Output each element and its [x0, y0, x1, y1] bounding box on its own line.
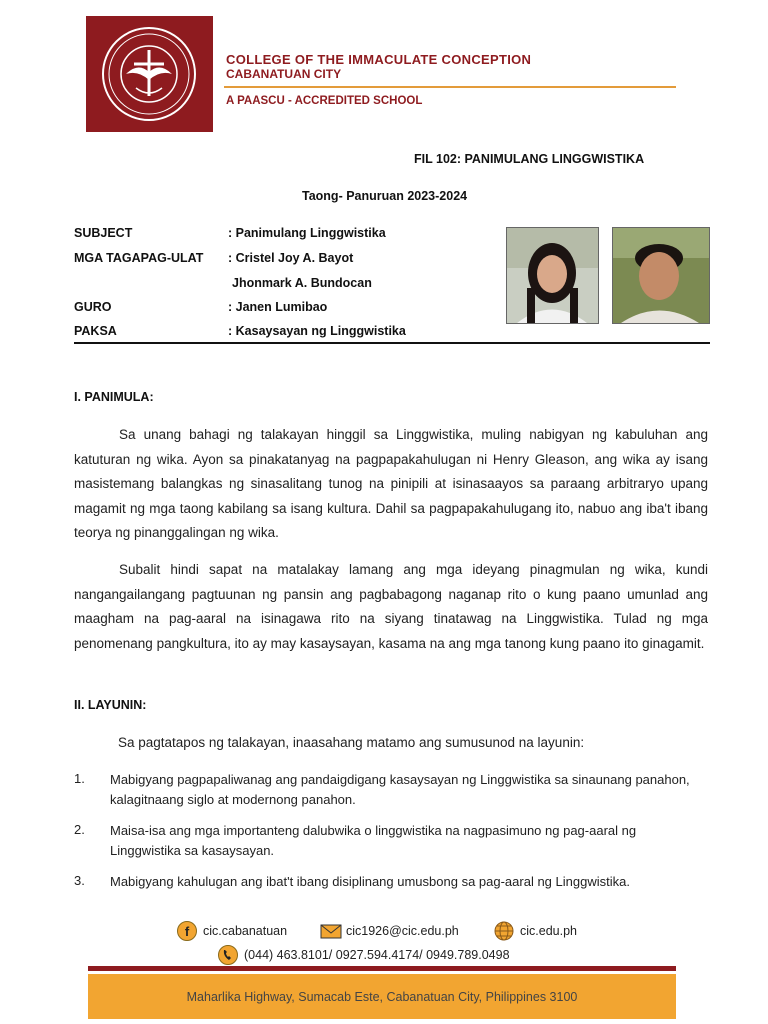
info-label: MGA TAGAPAG-ULAT: [74, 251, 204, 265]
intro-paragraph-1: Sa unang bahagi ng talakayan hinggil sa Linggwistika, muling nabigyan ng kabuluhan ang katuturan ng wika. Ayon sa pinakatanyag na pagpapakahulugan ni Henry Gleason, ang wika ay isang masistemang balangkas ng sinasalitang tunog na pinipili at isinasaayos sa paraang arbitraryo upang magamit ng mga taong kabilang sa isang kultura. Dahil sa pagpapakahulugang ito, nabuo ang iba't ibang teorya ng pinanggalingan ng wika.: [74, 427, 708, 541]
info-value: : Kasaysayan ng Linggwistika: [228, 324, 406, 338]
footer-website: [494, 921, 577, 941]
info-value: : Janen Lumibao: [228, 300, 328, 314]
intro-heading: I. PANIMULA:: [74, 390, 154, 404]
info-label: PAKSA: [74, 324, 117, 338]
info-label: SUBJECT: [74, 226, 133, 240]
footer-phone: [218, 945, 510, 965]
goal-number: 1.: [74, 771, 85, 786]
svg-text:f: f: [184, 924, 190, 939]
course-title: FIL 102: PANIMULANG LINGGWISTIKA: [414, 152, 645, 166]
info-label: GURO: [74, 300, 112, 314]
info-value: : Panimulang Linggwistika: [228, 226, 386, 240]
globe-icon: [494, 921, 514, 941]
mail-icon: [320, 921, 340, 941]
goal-number: 3.: [74, 873, 85, 888]
reporter-photo-2: [612, 227, 710, 324]
email-address: cic1926@cic.edu.ph: [346, 924, 459, 938]
phone-icon: [218, 945, 238, 965]
facebook-icon: [177, 921, 197, 941]
info-value: : Cristel Joy A. Bayot: [228, 251, 354, 265]
footer-email: [320, 921, 459, 941]
intro-paragraph-2: Subalit hindi sapat na matalakay lamang ang mga ideyang pinagmulan ng wika, kundi nangangailangang pagtuunan ng pansin ang pagbabagong naganap rito o kung paano umunlad ang maagham na pag-aaral na isinagawa rito na siyang tinatawag na Linggwistika. Tulad ng mga penomenang pangkultura, ito ay may kasaysayan, kasama na ang mga tanong kung paano ito ginagamit.: [74, 562, 708, 651]
accreditation-text: A PAASCU - ACCREDITED SCHOOL: [226, 95, 423, 107]
school-name: COLLEGE OF THE IMMACULATE CONCEPTION: [226, 52, 532, 67]
footer-rule: [88, 966, 676, 971]
goal-text: Mabigyang kahulugan ang ibat't ibang disiplinang umusbong sa pag-aaral ng Linggwistika.: [110, 874, 630, 889]
header-divider: [224, 86, 676, 88]
school-city: CABANATUAN CITY: [226, 67, 342, 81]
footer-facebook: [177, 921, 287, 941]
info-value: Jhonmark A. Bundocan: [232, 276, 372, 290]
footer-address-bar: [88, 974, 676, 1019]
goals-heading: II. LAYUNIN:: [74, 698, 147, 712]
footer-address: Maharlika Highway, Sumacab Este, Cabanatuan City, Philippines 3100: [186, 989, 578, 1004]
goal-text: Maisa-isa ang mga importanteng dalubwika o linggwistika na nagpasimuno ng pag-aaral ng Linggwistika sa kasaysayan.: [110, 823, 637, 858]
website-url: cic.edu.ph: [520, 924, 577, 938]
facebook-handle: cic.cabanatuan: [203, 924, 288, 938]
school-year: Taong- Panuruan 2023-2024: [302, 189, 468, 203]
goals-intro: Sa pagtatapos ng talakayan, inaasahang matamo ang sumusunod na layunin:: [118, 735, 585, 750]
goal-text: Mabigyang pagpapaliwanag ang pandaigdigang kasaysayan ng Linggwistika sa sinaunang panahon, kalagitnaang siglo at modernong panahon.: [110, 772, 690, 807]
goal-number: 2.: [74, 822, 85, 837]
school-seal-logo: [86, 16, 213, 132]
reporter-photo-1: [506, 227, 599, 324]
phone-numbers: (044) 463.8101/ 0927.594.4174/ 0949.789.0498: [244, 948, 510, 962]
header-rule: [74, 342, 710, 344]
